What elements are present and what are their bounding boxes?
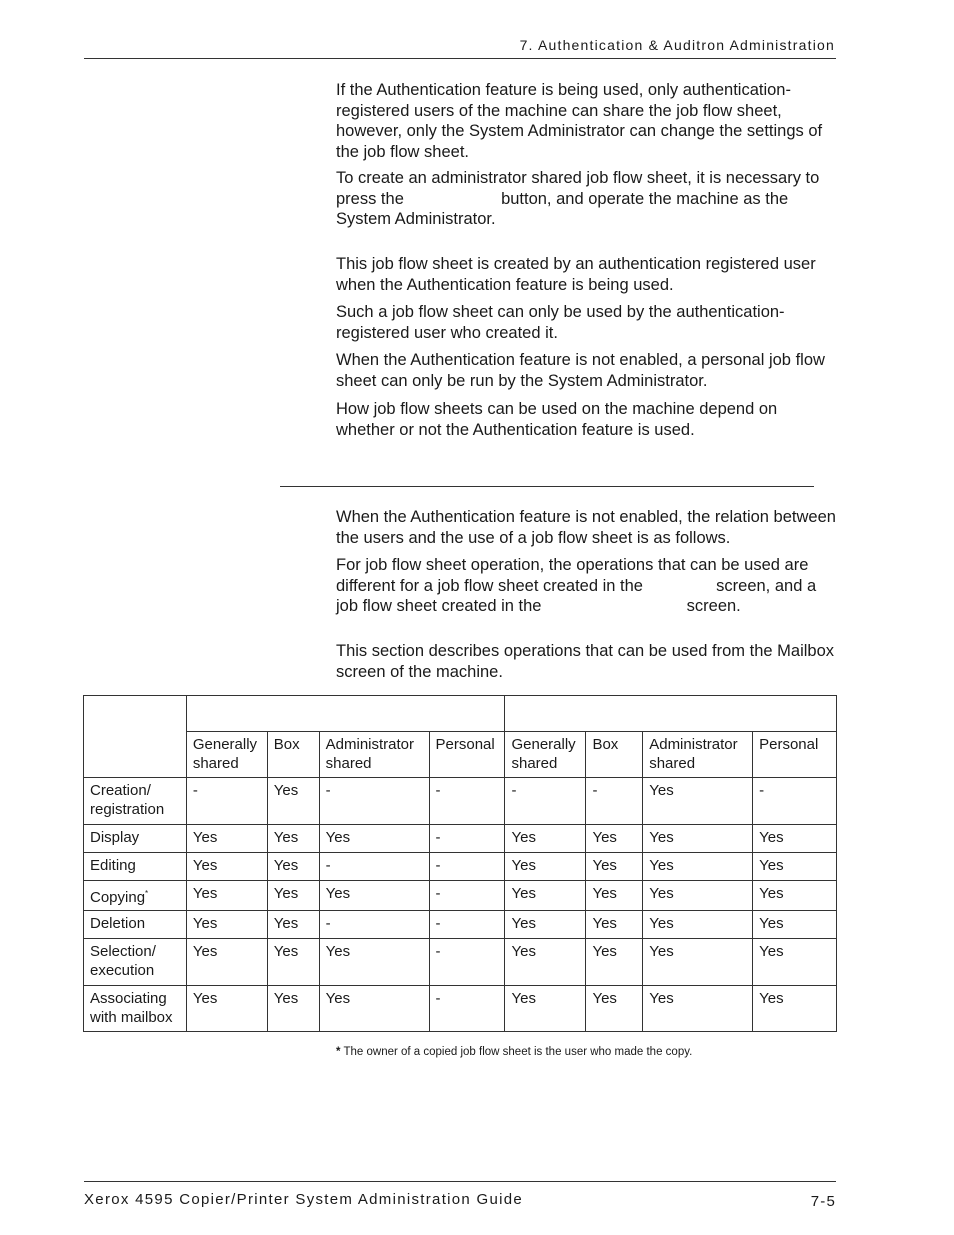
table-row: [84, 825, 837, 853]
table-cell: -: [429, 881, 505, 911]
table-cell: -: [429, 986, 505, 1032]
table-cell: Yes: [267, 778, 319, 825]
table-cell: Yes: [319, 881, 429, 911]
column-header: Box: [586, 732, 643, 778]
paragraph-text: button, and operate the machine as the System Administrator.: [336, 189, 789, 228]
table-cell: Yes: [643, 881, 753, 911]
table-cell: Yes: [753, 986, 837, 1032]
row-label: [84, 825, 187, 853]
table-cell: Yes: [319, 986, 429, 1032]
table-cell: Yes: [505, 939, 586, 986]
table-cell: -: [429, 911, 505, 939]
page-header-title: 7. Authentication & Auditron Administration: [519, 37, 835, 53]
paragraph-text: screen.: [686, 597, 741, 615]
table-cell: Yes: [186, 986, 267, 1032]
table-cell: Yes: [643, 778, 753, 825]
table-group-header: [505, 696, 837, 732]
footer-rule: [84, 1181, 836, 1182]
table-cell: Yes: [643, 911, 753, 939]
table-cell: Yes: [586, 939, 643, 986]
column-header: Generally shared: [505, 732, 586, 778]
table-cell: Yes: [753, 881, 837, 911]
table-cell: -: [429, 939, 505, 986]
table-cell: Yes: [586, 853, 643, 881]
paragraph-mailbox-section: This section describes operations that can be used from the Mailbox screen of the machine.: [336, 642, 835, 681]
table-cell: Yes: [505, 825, 586, 853]
column-header: Generally shared: [186, 732, 267, 778]
table-cell: Yes: [186, 853, 267, 881]
table-cell: Yes: [643, 939, 753, 986]
table-cell: Yes: [753, 939, 837, 986]
table-group-header-row: [84, 696, 837, 732]
table-cell: -: [319, 853, 429, 881]
column-header: Box: [267, 732, 319, 778]
row-label-text: Deletion: [90, 915, 146, 932]
table-cell: Yes: [267, 986, 319, 1032]
column-header: Administrator shared: [319, 732, 429, 778]
table-cell: -: [429, 825, 505, 853]
table-row: [84, 986, 837, 1032]
paragraph-personal-usage: Such a job flow sheet can only be used by the authentication-registered user who created it.: [336, 303, 785, 342]
column-header: Personal: [753, 732, 837, 778]
table-group-header: [186, 696, 505, 732]
table-cell: Yes: [586, 986, 643, 1032]
table-cell: Yes: [186, 911, 267, 939]
row-label: [84, 778, 187, 825]
table-row: [84, 853, 837, 881]
paragraph-personal-created: This job flow sheet is created by an authentication registered user when the Authentication feature is being used.: [336, 255, 816, 294]
footer-guide-title: Xerox 4595 Copier/Printer System Administration Guide: [84, 1191, 524, 1208]
table-cell: -: [319, 778, 429, 825]
table-cell: Yes: [643, 853, 753, 881]
table-row: [84, 911, 837, 939]
table-cell: -: [586, 778, 643, 825]
table-cell: Yes: [643, 825, 753, 853]
row-label: [84, 853, 187, 881]
table-cell: -: [429, 853, 505, 881]
footnote-text: The owner of a copied job flow sheet is the user who made the copy.: [343, 1046, 693, 1058]
table-cell: Yes: [505, 881, 586, 911]
table-cell: -: [186, 778, 267, 825]
paragraph-admin-shared: If the Authentication feature is being used, only authentication-registered users of the machine can share the job flow sheet, however, only the System Administrator can change the settings of the job flow sheet.: [336, 81, 823, 161]
table-cell: Yes: [753, 825, 837, 853]
row-label: [84, 881, 187, 911]
paragraph-usage-depends: How job flow sheets can be used on the machine depend on whether or not the Authentication feature is used.: [336, 400, 778, 439]
table-cell: Yes: [753, 911, 837, 939]
row-label-text: Selection/ execution: [90, 943, 156, 979]
paragraph-operations-differ: [336, 555, 836, 617]
table-cell: Yes: [643, 986, 753, 1032]
table-cell: Yes: [267, 825, 319, 853]
table-cell: Yes: [267, 853, 319, 881]
paragraph-text: To create an administrator shared job flow sheet, it is necessary to press the: [336, 169, 820, 208]
table-cell: Yes: [505, 853, 586, 881]
header-rule: [84, 58, 836, 59]
paragraph-not-enabled-relation: When the Authentication feature is not enabled, the relation between the users and the use of a job flow sheet is as follows.: [336, 508, 836, 547]
table-cell: Yes: [267, 881, 319, 911]
table-corner-cell: [84, 696, 187, 778]
table-cell: Yes: [319, 825, 429, 853]
paragraph-create-admin-sheet: [336, 168, 836, 230]
row-label: [84, 911, 187, 939]
paragraph-personal-not-enabled: When the Authentication feature is not enabled, a personal job flow sheet can only be run by the System Administrator.: [336, 351, 825, 390]
operations-table: [83, 695, 837, 1032]
footnote-marker: *: [336, 1046, 341, 1058]
row-label-text: Creation/ registration: [90, 782, 165, 818]
column-header: Administrator shared: [643, 732, 753, 778]
table-cell: Yes: [586, 881, 643, 911]
row-label-text: Editing: [90, 857, 136, 874]
footer-page-number: 7-5: [810, 1193, 836, 1210]
row-label: [84, 939, 187, 986]
column-header: Personal: [429, 732, 505, 778]
row-label-text: Associating with mailbox: [90, 990, 173, 1026]
table-row: [84, 939, 837, 986]
table-cell: -: [753, 778, 837, 825]
table-body: [84, 778, 837, 1032]
table-cell: -: [319, 911, 429, 939]
paragraph-text: For job flow sheet operation, the operations that can be used are different for a job flow sheet created in the: [336, 556, 809, 595]
table-cell: -: [505, 778, 586, 825]
row-label-text: Copying: [90, 889, 146, 906]
section-rule: [280, 486, 814, 487]
table-cell: Yes: [267, 939, 319, 986]
table-cell: Yes: [586, 825, 643, 853]
table-cell: Yes: [586, 911, 643, 939]
footnote-ref: *: [145, 889, 149, 898]
table-row: [84, 778, 837, 825]
paragraph-text: screen, and a job flow sheet created in the: [336, 576, 817, 615]
row-label-text: Display: [90, 829, 140, 846]
table-cell: Yes: [505, 986, 586, 1032]
table-cell: Yes: [267, 911, 319, 939]
table-cell: Yes: [186, 939, 267, 986]
table-cell: Yes: [186, 881, 267, 911]
table-cell: Yes: [319, 939, 429, 986]
table-cell: Yes: [753, 853, 837, 881]
table-footnote: [336, 1046, 692, 1058]
table-row: [84, 881, 837, 911]
table-cell: Yes: [186, 825, 267, 853]
table-column-header-row: [84, 732, 837, 778]
row-label: [84, 986, 187, 1032]
table-cell: Yes: [505, 911, 586, 939]
table-cell: -: [429, 778, 505, 825]
